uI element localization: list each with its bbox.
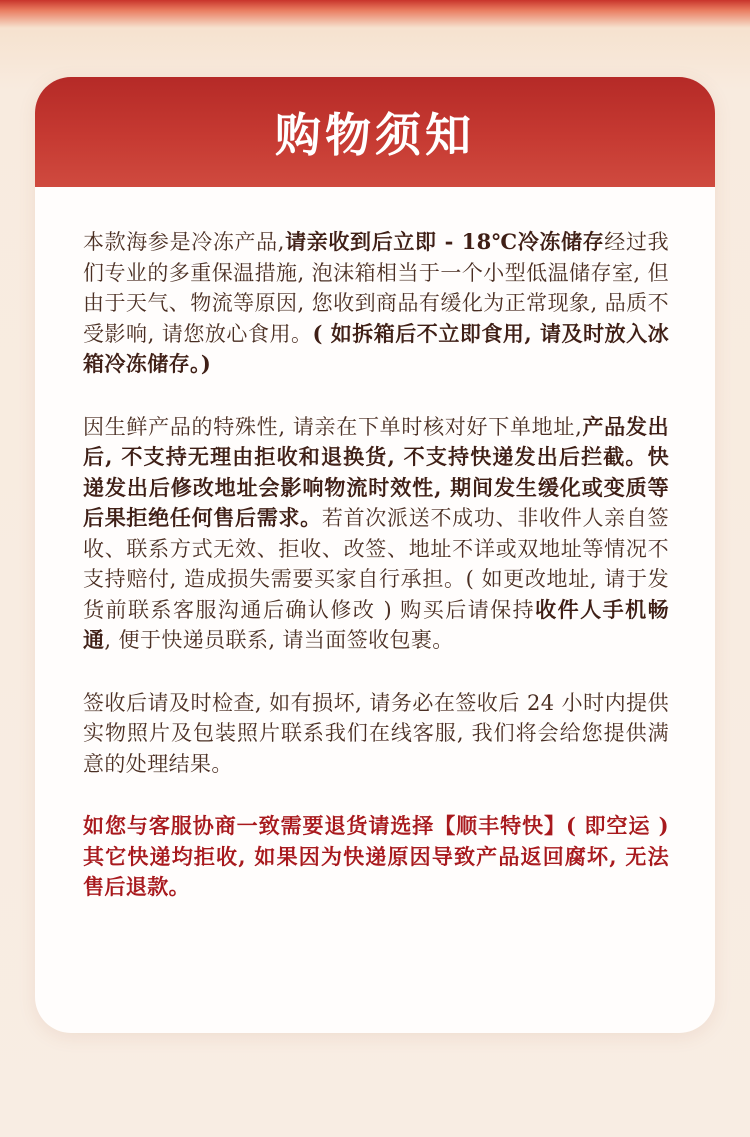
page-title: 购物须知 xyxy=(275,108,475,162)
packaging-text: 经过我们专业的多重保温措施, 泡沫箱相当于一个小型低温储存室, 但由于天气、物流等原因, 您收到商品有缓化为正常现象, 品质不受影响, 请您放心食用。 xyxy=(83,230,669,346)
delivery-policy-paragraph xyxy=(83,412,669,656)
inspection-paragraph: 签收后请及时检查, 如有损坏, 请务必在签收后 24 小时内提供实物照片及包装照片联系我们在线客服, 我们将会给您提供满意的处理结果。 xyxy=(83,690,669,776)
storage-notice-paragraph xyxy=(83,227,669,380)
sign-in-person-text: , 便于快递员联系, 请当面签收包裹。 xyxy=(104,628,454,652)
no-return-policy-text: 产品发出后, 不支持无理由拒收和退换货, 不支持快递发出后拦截。快递发出后修改地址会影响物流时效性, 期间发生缓化或变质等后果拒绝任何售后需求。 xyxy=(83,413,669,530)
address-check-text: 因生鲜产品的特殊性, 请亲在下单时核对好下单地址, xyxy=(83,414,583,439)
card-header xyxy=(35,77,715,187)
phone-reachable-text: 收件人手机畅通 xyxy=(83,596,670,652)
notice-card xyxy=(35,77,715,1033)
card-body xyxy=(35,187,715,903)
storage-intro-text: 本款海参是冷冻产品, xyxy=(83,230,285,254)
return-shipping-paragraph xyxy=(83,811,669,903)
delivery-failure-text: 若首次派送不成功、非收件人亲自签收、联系方式无效、拒收、改签、地址不详或双地址等情况不支持赔付, 造成损失需要买家自行承担。( 如更改地址, 请于发货前联系客服沟通后确认修改 ) 购买后请保持 xyxy=(83,506,669,622)
return-shipping-text: 如您与客服协商一致需要退货请选择【顺丰特快】( 即空运 ) 其它快递均拒收, 如果因为快递原因导致产品返回腐坏, 无法售后退款。 xyxy=(83,813,669,899)
storage-instruction-text: 请亲收到后立即 - 18℃冷冻储存 xyxy=(284,229,605,254)
unpack-advice-text: ( 如拆箱后不立即食用, 请及时放入冰箱冷冻储存。) xyxy=(83,320,669,376)
